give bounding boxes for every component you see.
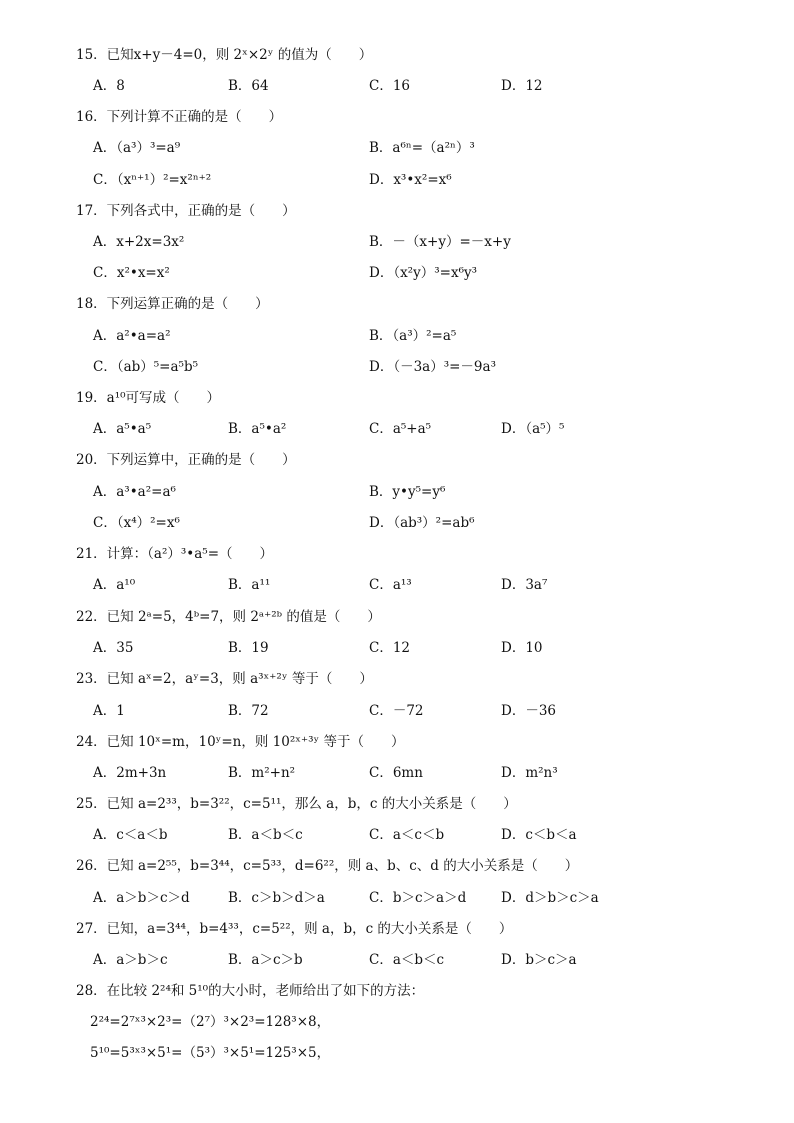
option-d: D．－36 [501, 703, 557, 719]
option-c: C．（ab）⁵=a⁵b⁵ [93, 359, 199, 375]
option-c: C．a＜c＜b [369, 827, 445, 843]
question-stem: 19．a¹⁰可写成（ ） [76, 390, 221, 406]
option-a: A．a＞b＞c＞d [93, 890, 190, 906]
option-b: B．19 [228, 640, 269, 656]
option-c: C．6mn [369, 765, 423, 781]
option-d: D．3a⁷ [501, 577, 548, 593]
option-d: D．（x²y）³=x⁶y³ [369, 265, 478, 281]
option-b: B．a¹¹ [228, 577, 271, 593]
option-d: D．x³•x²=x⁶ [369, 172, 452, 188]
option-c: C．b＞c＞a＞d [369, 890, 467, 906]
option-b: B．a⁵•a² [228, 421, 287, 437]
option-d: D．b＞c＞a [501, 952, 577, 968]
option-a: A．a＞b＞c [93, 952, 168, 968]
option-a: A．a³•a²=a⁶ [93, 484, 176, 500]
option-d: D．d＞b＞c＞a [501, 890, 599, 906]
question-stem: 15．已知x+y－4=0，则 2ˣ×2ʸ 的值为（ ） [76, 47, 373, 63]
option-b: B．（a³）²=a⁵ [369, 328, 457, 344]
option-a: A．x+2x=3x² [93, 234, 185, 250]
question-stem: 23．已知 aˣ=2，aʸ=3，则 a³ˣ⁺²ʸ 等于（ ） [76, 671, 373, 687]
work-line: 2²⁴=2⁷ˣ³×2³=（2⁷）³×2³=128³×8， [90, 1014, 331, 1030]
question-stem: 25．已知 a=2³³，b=3²²，c=5¹¹，那么 a，b，c 的大小关系是（ ） [76, 796, 517, 812]
option-b: B．a⁶ⁿ=（a²ⁿ）³ [369, 140, 475, 156]
option-a: A．a²•a=a² [93, 328, 171, 344]
option-a: A．c＜a＜b [93, 827, 168, 843]
option-c: C．16 [369, 78, 411, 94]
question-stem: 26．已知 a=2⁵⁵，b=3⁴⁴，c=5³³，d=6²²，则 a、b、c、d 的大小关系是（ ） [76, 858, 579, 874]
question-stem: 17．下列各式中，正确的是（ ） [76, 203, 296, 219]
option-d: D．12 [501, 78, 543, 94]
question-stem: 21．计算：（a²）³•a⁵=（ ） [76, 546, 274, 562]
option-d: D．m²n³ [501, 765, 558, 781]
option-b: B．c＞b＞d＞a [228, 890, 325, 906]
option-c: C．x²•x=x² [93, 265, 170, 281]
option-b: B．64 [228, 78, 269, 94]
option-a: A．1 [93, 703, 125, 719]
question-stem: 27．已知，a=3⁴⁴，b=4³³，c=5²²，则 a，b，c 的大小关系是（ ） [76, 921, 513, 937]
option-a: A．a⁵•a⁵ [93, 421, 152, 437]
option-d: D．（－3a）³=－9a³ [369, 359, 496, 375]
option-d: D．（a⁵）⁵ [501, 421, 565, 437]
question-stem: 20．下列运算中，正确的是（ ） [76, 452, 296, 468]
option-a: A．2m+3n [93, 765, 167, 781]
option-b: B．72 [228, 703, 269, 719]
option-b: B．a＜b＜c [228, 827, 303, 843]
question-stem: 28．在比较 2²⁴和 5¹⁰的大小时，老师给出了如下的方法： [76, 983, 425, 999]
option-d: D．c＜b＜a [501, 827, 577, 843]
option-b: B．－（x+y）=－x+y [369, 234, 511, 250]
option-c: C．（xⁿ⁺¹）²=x²ⁿ⁺² [93, 172, 212, 188]
question-stem: 18．下列运算正确的是（ ） [76, 296, 269, 312]
option-a: A．8 [93, 78, 125, 94]
option-d: D．（ab³）²=ab⁶ [369, 515, 475, 531]
option-a: A．a¹⁰ [93, 577, 136, 593]
option-c: C．a＜b＜c [369, 952, 445, 968]
question-stem: 24．已知 10ˣ=m，10ʸ=n，则 10²ˣ⁺³ʸ 等于（ ） [76, 734, 405, 750]
option-c: C．a⁵+a⁵ [369, 421, 432, 437]
work-line: 5¹⁰=5³ˣ³×5¹=（5³）³×5¹=125³×5， [90, 1045, 331, 1061]
option-b: B．m²+n² [228, 765, 296, 781]
option-c: C．－72 [369, 703, 424, 719]
question-stem: 22．已知 2ᵃ=5，4ᵇ=7，则 2ᵃ⁺²ᵇ 的值是（ ） [76, 609, 381, 625]
option-d: D．10 [501, 640, 543, 656]
option-c: C．（x⁴）²=x⁶ [93, 515, 180, 531]
option-a: A．35 [93, 640, 134, 656]
question-stem: 16．下列计算不正确的是（ ） [76, 109, 283, 125]
option-a: A．（a³）³=a⁹ [93, 140, 181, 156]
option-b: B．a＞c＞b [228, 952, 303, 968]
option-c: C．12 [369, 640, 411, 656]
option-b: B．y•y⁵=y⁶ [369, 484, 446, 500]
option-c: C．a¹³ [369, 577, 412, 593]
